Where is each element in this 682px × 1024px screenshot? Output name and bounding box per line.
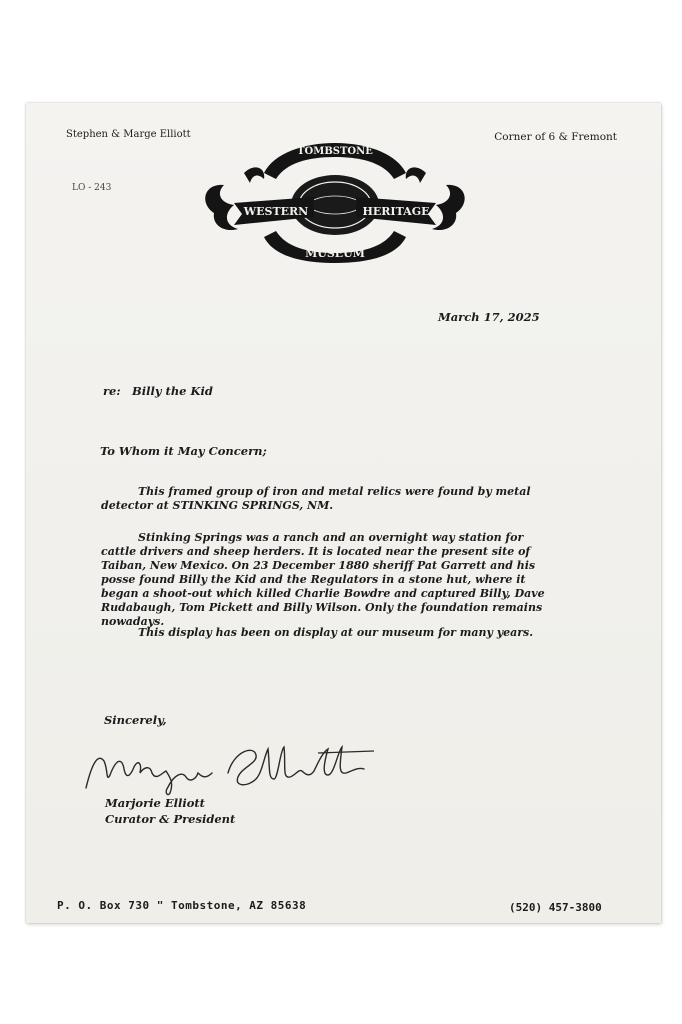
- museum-logo: [194, 133, 476, 263]
- logo-top-text: TOMBSTONE: [297, 146, 373, 157]
- subject-label: re:: [103, 384, 121, 398]
- logo-bottom-text: MUSEUM: [305, 247, 365, 260]
- logo-left-text: WESTERN: [243, 205, 309, 218]
- paragraph-1: This framed group of iron and metal relics were found by metal detector at STINKING SPRINGS, NM.: [101, 485, 531, 512]
- letter-date: March 17, 2025: [438, 310, 540, 324]
- salutation: To Whom it May Concern;: [100, 444, 267, 458]
- letter-page: [26, 103, 661, 923]
- closing: Sincerely,: [104, 713, 167, 727]
- footer-address: P. O. Box 730 " Tombstone, AZ 85638: [57, 899, 307, 912]
- subject-value: Billy the Kid: [132, 384, 213, 398]
- logo-right-text: HERITAGE: [362, 205, 430, 218]
- letterhead-location: Corner of 6 & Fremont: [494, 131, 617, 143]
- handwritten-signature: [78, 733, 378, 803]
- signer-title: Curator & President: [105, 812, 236, 826]
- reference-code: LO - 243: [72, 183, 112, 193]
- signer-name: Marjorie Elliott: [105, 796, 205, 810]
- paragraph-3: This display has been on display at our museum for many years.: [138, 626, 534, 639]
- paragraph-2: Stinking Springs was a ranch and an overnight way station for cattle drivers and sheep herders. It is located near the present site of Taiban, New Mexico. On 23 December 1880 sheriff Pat Garrett and his posse found Billy the Kid and the Regulators in a stone hut, where it began a shoot-out which killed Charlie Bowdre and captured Billy, Dave Rudabaugh, Tom Pickett and Billy Wilson. Only the foundation remains nowadays.: [101, 531, 545, 628]
- footer-phone: (520) 457-3800: [509, 901, 602, 914]
- letterhead-owners: Stephen & Marge Elliott: [66, 129, 191, 140]
